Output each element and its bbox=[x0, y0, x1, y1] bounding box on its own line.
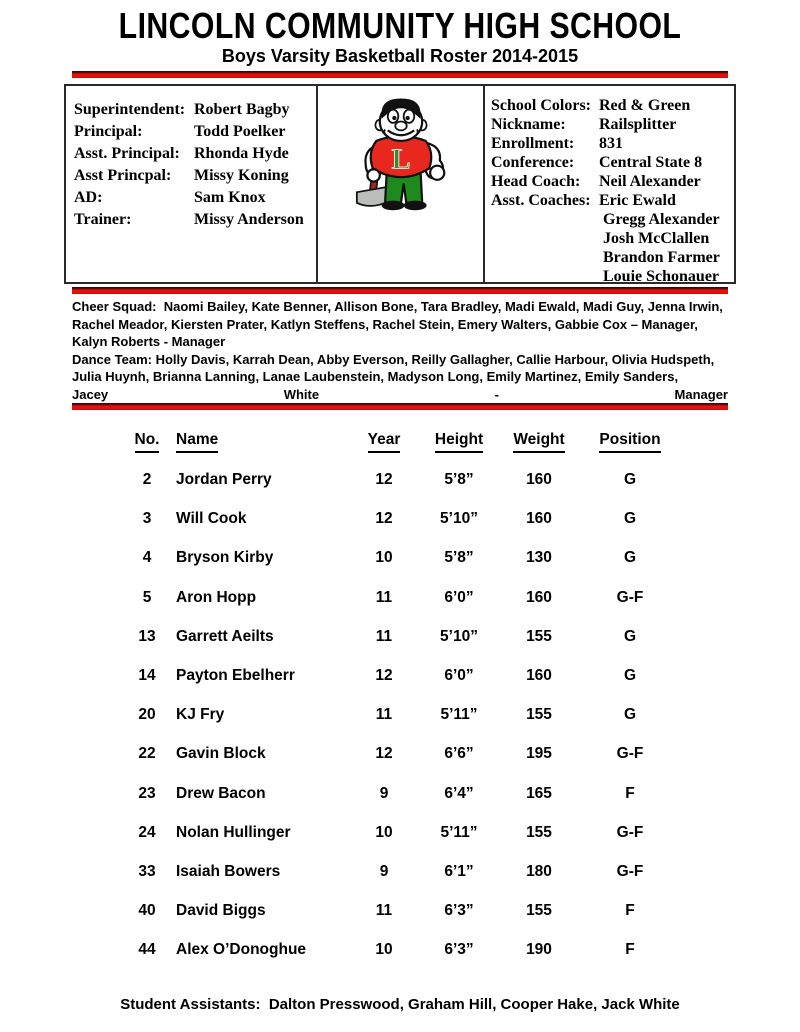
page-title: LINCOLN COMMUNITY HIGH SCHOOL bbox=[118, 5, 682, 46]
dance-team-justified-line bbox=[72, 386, 728, 404]
player-height: 5’11” bbox=[440, 706, 478, 724]
school-row bbox=[491, 96, 734, 115]
school-info-box bbox=[64, 84, 736, 284]
player-height: 5’10” bbox=[440, 627, 478, 645]
school-label: Conference: bbox=[491, 154, 575, 171]
staff-label: Asst Princpal: bbox=[74, 167, 172, 184]
staff-row bbox=[74, 143, 316, 165]
player-number: 24 bbox=[138, 823, 156, 841]
player-number: 23 bbox=[138, 784, 156, 802]
dance-team-justified-word: Manager bbox=[674, 386, 728, 402]
school-label: Nickname: bbox=[491, 116, 566, 133]
player-year: 12 bbox=[375, 471, 393, 488]
player-year: 10 bbox=[375, 549, 393, 567]
player-year: 9 bbox=[379, 862, 389, 880]
school-row bbox=[491, 115, 734, 134]
staff-value: Missy Anderson bbox=[194, 211, 304, 228]
assistant-coach-name: Louie Schonauer bbox=[603, 268, 720, 285]
staff-label: Superintendent: bbox=[74, 101, 186, 118]
staff-row bbox=[74, 209, 316, 231]
player-year: 10 bbox=[375, 823, 393, 841]
school-rows bbox=[491, 96, 734, 210]
player-number: 2 bbox=[142, 471, 152, 488]
school-row bbox=[491, 134, 734, 153]
player-height: 6’0” bbox=[444, 588, 474, 606]
assistant-coach-name: Gregg Alexander bbox=[603, 211, 720, 228]
table-row bbox=[118, 510, 682, 549]
player-weight: 155 bbox=[526, 627, 552, 645]
dance-team-paragraph bbox=[72, 351, 728, 404]
player-weight: 160 bbox=[526, 471, 552, 488]
player-weight: 190 bbox=[526, 941, 552, 959]
player-year: 12 bbox=[375, 666, 393, 684]
assistant-coaches-list bbox=[491, 210, 734, 286]
player-weight: 155 bbox=[526, 823, 552, 841]
header-name: Name bbox=[176, 431, 350, 471]
staff-value: Rhonda Hyde bbox=[194, 145, 289, 162]
header-weight: Weight bbox=[500, 431, 578, 471]
player-weight: 180 bbox=[526, 862, 552, 880]
player-number: 14 bbox=[138, 666, 156, 684]
player-height: 5’8” bbox=[444, 471, 474, 488]
school-value: Eric Ewald bbox=[599, 192, 676, 209]
staff-value: Sam Knox bbox=[194, 189, 266, 206]
table-row bbox=[118, 824, 682, 863]
school-row bbox=[491, 191, 734, 210]
school-row bbox=[491, 153, 734, 172]
staff-row bbox=[74, 121, 316, 143]
school-label: School Colors: bbox=[491, 97, 591, 114]
player-name: Alex O’Donoghue bbox=[176, 941, 307, 959]
roster-table bbox=[118, 431, 682, 980]
player-year: 11 bbox=[375, 588, 393, 606]
table-row bbox=[118, 589, 682, 628]
cheer-squad-line: Rachel Meador, Kiersten Prater, Katlyn Steffens, Rachel Stein, Emery Walters, Gabbie Cox – Manager, bbox=[72, 316, 698, 332]
player-number: 40 bbox=[138, 902, 156, 920]
player-number: 3 bbox=[142, 510, 152, 528]
staff-row bbox=[74, 187, 316, 209]
player-position: G bbox=[623, 627, 637, 645]
player-position: G-F bbox=[616, 823, 644, 841]
player-height: 6’4” bbox=[444, 784, 474, 802]
staff-label: AD: bbox=[74, 189, 103, 206]
player-weight: 130 bbox=[526, 549, 552, 567]
player-name: Jordan Perry bbox=[176, 471, 272, 488]
table-row bbox=[118, 471, 682, 510]
cheer-squad-line: Cheer Squad: Naomi Bailey, Kate Benner, Allison Bone, Tara Bradley, Madi Ewald, Madi Guy, Jenna Irwin, bbox=[72, 299, 723, 314]
player-name: Isaiah Bowers bbox=[176, 862, 281, 880]
player-weight: 160 bbox=[526, 666, 552, 684]
player-weight: 195 bbox=[526, 745, 552, 763]
player-position: F bbox=[625, 784, 635, 802]
player-height: 6’6” bbox=[444, 745, 474, 763]
player-height: 6’1” bbox=[444, 862, 474, 880]
header-position: Position bbox=[578, 431, 682, 471]
player-position: G bbox=[623, 706, 637, 724]
player-number: 22 bbox=[138, 745, 156, 763]
player-year: 11 bbox=[375, 902, 393, 920]
player-name: Nolan Hullinger bbox=[176, 823, 291, 841]
player-number: 44 bbox=[138, 941, 156, 959]
player-height: 5’11” bbox=[440, 823, 478, 841]
player-number: 4 bbox=[142, 549, 152, 567]
school-row bbox=[491, 172, 734, 191]
dance-team-line: Dance Team: Holly Davis, Karrah Dean, Abby Everson, Reilly Gallagher, Callie Harbour, Olivia Hudspeth, bbox=[72, 351, 715, 367]
mascot-cell bbox=[318, 86, 485, 282]
player-year: 12 bbox=[375, 745, 393, 763]
dance-team-justified-word: White bbox=[283, 386, 320, 402]
player-weight: 165 bbox=[526, 784, 552, 802]
player-name: David Biggs bbox=[176, 902, 266, 920]
staff-value: Missy Koning bbox=[194, 167, 289, 184]
school-value: Railsplitter bbox=[599, 116, 677, 133]
cheer-squad-line: Kalyn Roberts - Manager bbox=[72, 334, 226, 349]
table-row bbox=[118, 785, 682, 824]
red-divider-bottom bbox=[72, 403, 728, 410]
dance-team-justified-word: Jacey bbox=[72, 386, 109, 402]
player-name: Will Cook bbox=[176, 510, 247, 528]
player-height: 6’3” bbox=[444, 902, 474, 920]
header-no: No. bbox=[118, 431, 176, 471]
player-name: Gavin Block bbox=[176, 745, 266, 763]
table-row bbox=[118, 745, 682, 784]
school-value: Neil Alexander bbox=[599, 173, 701, 190]
player-name: Aron Hopp bbox=[176, 588, 257, 606]
player-name: Garrett Aeilts bbox=[176, 627, 274, 645]
student-assistants-line: Student Assistants: Dalton Presswood, Graham Hill, Cooper Hake, Jack White bbox=[120, 996, 680, 1014]
staff-value: Robert Bagby bbox=[194, 101, 290, 118]
table-row bbox=[118, 863, 682, 902]
player-position: G bbox=[623, 549, 637, 567]
staff-row bbox=[74, 165, 316, 187]
table-row bbox=[118, 667, 682, 706]
jersey-letter: L bbox=[391, 144, 410, 176]
player-position: G bbox=[623, 510, 637, 528]
player-height: 6’3” bbox=[444, 941, 474, 959]
player-year: 10 bbox=[375, 941, 393, 959]
red-divider-top bbox=[72, 71, 728, 78]
staff-label: Trainer: bbox=[74, 211, 132, 228]
dance-team-line: Julia Huynh, Brianna Lanning, Lanae Laubenstein, Madyson Long, Emily Martinez, Emily Sanders, bbox=[72, 369, 679, 384]
player-position: G-F bbox=[616, 745, 644, 763]
roster-header-row bbox=[118, 431, 682, 471]
player-number: 20 bbox=[138, 706, 156, 724]
player-year: 12 bbox=[375, 510, 393, 528]
school-label: Enrollment: bbox=[491, 135, 575, 152]
page-subtitle: Boys Varsity Basketball Roster 2014-2015 bbox=[221, 46, 579, 66]
player-weight: 155 bbox=[526, 706, 552, 724]
player-height: 6’0” bbox=[444, 666, 474, 684]
player-weight: 160 bbox=[526, 510, 552, 528]
player-position: F bbox=[625, 941, 635, 959]
dance-team-lines bbox=[72, 351, 728, 386]
player-number: 13 bbox=[138, 627, 156, 645]
red-divider-middle bbox=[72, 287, 728, 294]
table-row bbox=[118, 941, 682, 980]
cheer-squad-paragraph bbox=[72, 298, 728, 351]
staff-label: Principal: bbox=[74, 123, 143, 140]
player-number: 33 bbox=[138, 862, 156, 880]
player-name: Payton Ebelherr bbox=[176, 666, 295, 684]
school-value: 831 bbox=[599, 135, 623, 152]
player-name: Drew Bacon bbox=[176, 784, 266, 802]
school-info-list bbox=[485, 86, 734, 285]
railsplitter-mascot-image bbox=[348, 93, 454, 226]
player-number: 5 bbox=[142, 588, 152, 606]
table-row bbox=[118, 628, 682, 667]
player-weight: 155 bbox=[526, 902, 552, 920]
player-position: F bbox=[625, 902, 635, 920]
dance-team-justified-word: - bbox=[494, 386, 499, 402]
player-year: 11 bbox=[375, 706, 393, 724]
player-name: KJ Fry bbox=[176, 706, 225, 724]
school-label: Head Coach: bbox=[491, 173, 581, 190]
player-year: 11 bbox=[375, 627, 393, 645]
player-height: 5’8” bbox=[444, 549, 474, 567]
staff-list bbox=[66, 86, 318, 282]
header-year: Year bbox=[350, 431, 418, 471]
player-weight: 160 bbox=[526, 588, 552, 606]
table-row bbox=[118, 706, 682, 745]
school-value: Red & Green bbox=[599, 97, 691, 114]
table-row bbox=[118, 549, 682, 588]
staff-label: Asst. Principal: bbox=[74, 145, 180, 162]
school-value: Central State 8 bbox=[599, 154, 703, 171]
player-height: 5’10” bbox=[440, 510, 478, 528]
assistant-coach-name: Josh McClallen bbox=[603, 230, 710, 247]
player-year: 9 bbox=[379, 784, 389, 802]
header-height: Height bbox=[418, 431, 500, 471]
table-row bbox=[118, 902, 682, 941]
player-position: G bbox=[623, 471, 637, 488]
player-name: Bryson Kirby bbox=[176, 549, 274, 567]
school-label: Asst. Coaches: bbox=[491, 192, 591, 209]
roster-document-page bbox=[0, 5, 800, 1032]
player-position: G bbox=[623, 666, 637, 684]
assistant-coach-name: Brandon Farmer bbox=[603, 249, 720, 266]
staff-row bbox=[74, 99, 316, 121]
staff-value: Todd Poelker bbox=[194, 123, 286, 140]
player-position: G-F bbox=[616, 588, 644, 606]
player-position: G-F bbox=[616, 862, 644, 880]
